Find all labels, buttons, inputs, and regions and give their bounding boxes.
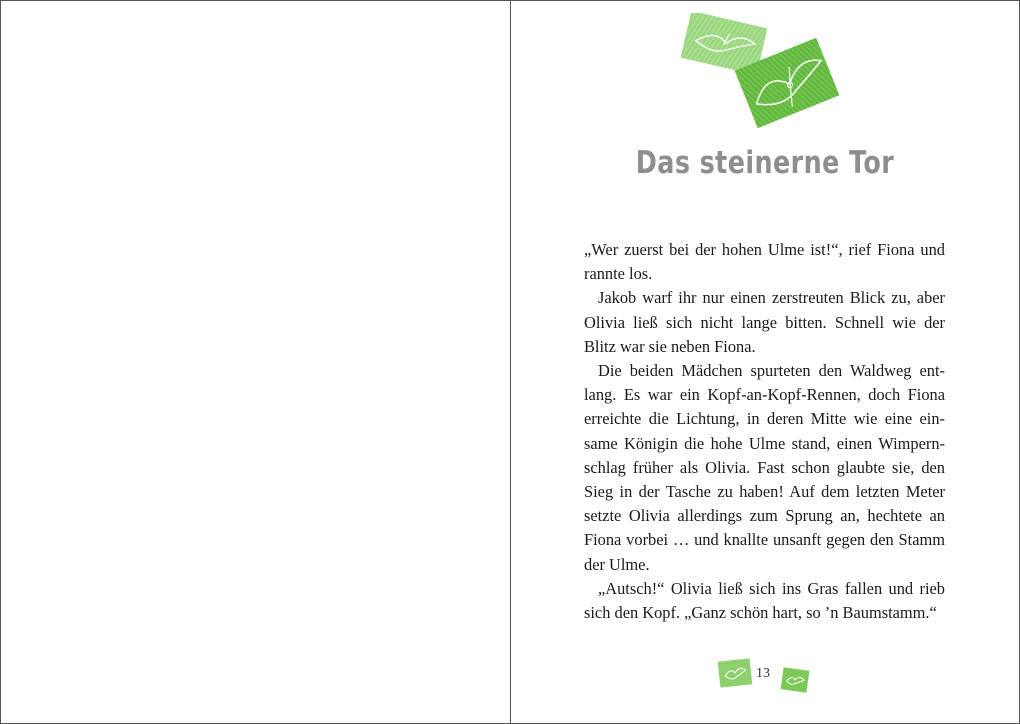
paragraph: „Wer zuerst bei der hohen Ulme ist!“, rief Fiona und rannte los.	[584, 240, 945, 284]
paragraph: „Autsch!“ Olivia ließ sich ins Gras fallen und rieb sich den Kopf. „Ganz schön hart, so ’n Baumstamm.“	[584, 578, 945, 623]
page-footer	[511, 657, 1019, 697]
chapter-body	[584, 238, 945, 625]
left-page-blank	[1, 1, 511, 723]
paragraph: Die beiden Mädchen spurteten den Waldweg entlang. Es war ein Kopf-an-Kopf-Rennen, doch Fiona erreichte die Lichtung, in deren Mitte wie eine einsame Königin die hohe Ulme stand, einen Wimpernschlag früher als Olivia. Fast schon glaubte sie, den Sieg in der Tasche zu haben! Auf dem letzten Meter setzte Olivia allerdings zum Sprung an, hechtete an Fiona vorbei … und knallte unsanft gegen den Stamm der Ulme.	[584, 361, 945, 574]
right-page	[511, 1, 1019, 723]
green-stamp-icon	[779, 665, 811, 695]
page-number: 13	[756, 666, 770, 681]
chapter-title: Das steinerne Tor	[635, 145, 895, 181]
paragraph: Jakob warf ihr nur einen zerstreuten Blick zu, aber Olivia ließ sich nicht lange bitten. Schnell wie der Blitz war sie neben Fiona.	[584, 288, 945, 356]
bird-stamps-icon	[679, 13, 849, 128]
